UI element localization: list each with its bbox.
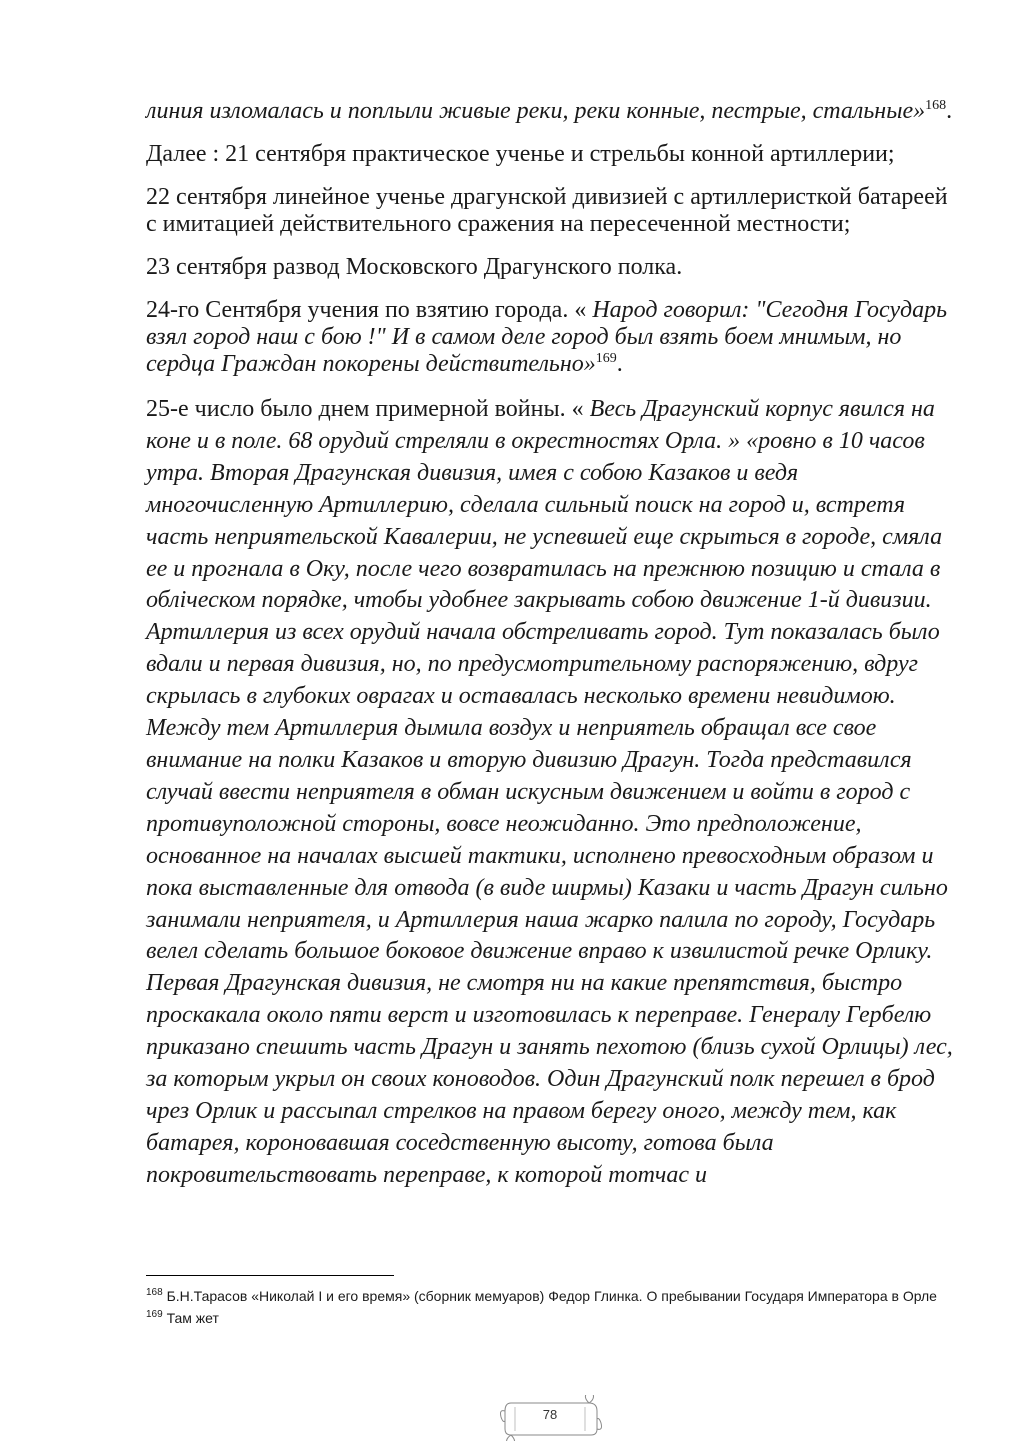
footnote-ref-169[interactable]: 169	[595, 351, 617, 366]
punctuation: .	[946, 98, 953, 124]
page-number: 78	[542, 1407, 558, 1422]
paragraph-4	[146, 254, 956, 281]
footnote-separator	[146, 1275, 394, 1276]
paragraph-text: Далее : 21 сентября практическое ученье и стрельбы конной артиллерии;	[146, 141, 895, 167]
paragraph-text: 23 сентября развод Московского Драгунского полка.	[146, 254, 683, 280]
paragraph-lead: 25-е число было днем примерной войны. «	[146, 396, 590, 422]
paragraph-1	[146, 98, 956, 125]
footnote-169	[146, 1307, 946, 1329]
paragraph-2	[146, 141, 956, 168]
quote-text: Народ говорил: "Сегодня Государь взял город наш с бою !" И в самом деле город был взять боем мнимым, но сердца Граждан покорены действительно»	[146, 297, 948, 377]
paragraph-text: 22 сентября линейное ученье драгунской дивизией с артиллеристкой батареей с имитацией действительного сражения на пересеченной местности;	[146, 184, 948, 237]
footnote-text: Б.Н.Тарасов «Николай I и его время» (сборник мемуаров) Федор Глинка. О пребывании Государя Императора в Орле	[166, 1288, 937, 1304]
paragraph-6	[146, 394, 956, 1192]
footnote-number: 169	[146, 1309, 163, 1320]
footnote-number: 168	[146, 1287, 163, 1298]
main-text	[146, 98, 956, 1208]
quote-text: Весь Драгунский корпус явился на коне и в поле. 68 орудий стреляли в окрестностях Орла. » «ровно в 10 часов утра. Вторая Драгунская дивизия, имея с собою Казаков и ведя многочисленную Артиллерию, сделала сильный поиск на город и, встретя часть неприятельской Кавалерии, не успевшей еще скрыться в городе, смяла ее и прогнала в Оку, после чего возвратилась на прежнюю позицию и стала в обліческом порядке, чтобы удобнее закрывать собою движение 1-й дивизии. Артиллерия из всех орудий начала обстреливать город. Тут показалась было вдали и первая дивизия, но, по предусмотрительному распоряжению, вдруг скрылась в глубоких оврагах и оставалась несколько времени невидимою. Между тем Артиллерия дымила воздух и неприятель обращал все свое внимание на полки Казаков и вторую дивизию Драгун. Тогда представился случай ввести неприятеля в обман искусным движением и войти в город с противуположной стороны, вовсе неожиданно. Это предположение, основанное на началах высшей тактики, исполнено превосходным образом и пока выставленные для отвода (в виде ширмы) Казаки и часть Драгун сильно занимали неприятеля, и Артиллерия наша жарко палила по городу, Государь велел сделать большое боковое движение вправо к извилистой речке Орлику. Первая Драгунская дивизия, не смотря ни на какие препятствия, быстро проскакала около пяти верст и изготовилась к переправе. Генералу Гербелю приказано спешить часть Драгун и занять пехотою (близь сухой Орлицы) лес, за которым укрыл он своих коноводов. Один Драгунский полк перешел в брод чрез Орлик и рассыпал стрелков на правом берегу оного, между тем, как батарея, короновавшая соседственную высоту, готова была покровительствовать переправе, к которой тотчас и	[146, 396, 953, 1188]
paragraph-5	[146, 297, 956, 378]
quote-text: линия изломалась и поплыли живые реки, реки конные, пестрые, стальные»	[146, 98, 926, 124]
footnote-text: Там жет	[166, 1310, 219, 1326]
paragraph-lead: 24-го Сентября учения по взятию города. «	[146, 297, 593, 323]
page-number-scroll	[497, 1395, 603, 1441]
footnote-168	[146, 1285, 946, 1307]
footnotes	[146, 1285, 946, 1329]
paragraph-3	[146, 184, 956, 238]
punctuation: .	[616, 351, 623, 377]
footnote-ref-168[interactable]: 168	[925, 98, 947, 113]
